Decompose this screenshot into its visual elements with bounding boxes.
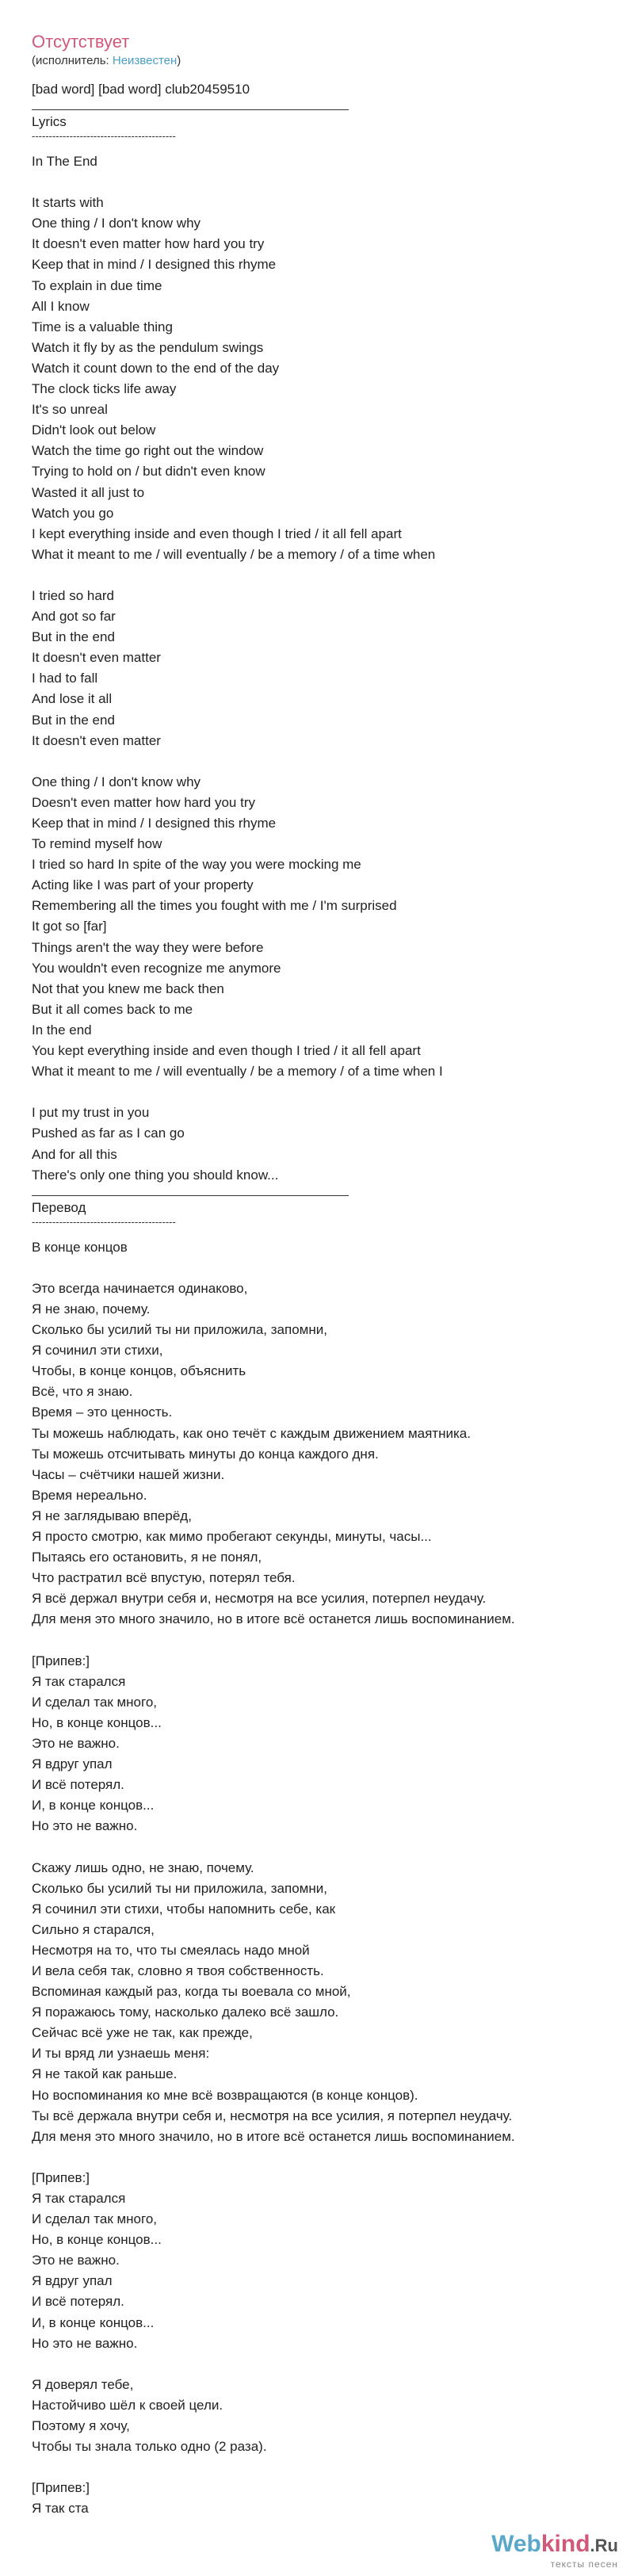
logo-web: Web xyxy=(491,2531,541,2557)
text-line: Ты всё держала внутри себя и, несмотря на все усилия, я потерпел неудачу. xyxy=(32,2108,513,2123)
translation-dashes: ------------------------------------------ xyxy=(32,1217,176,1226)
text-line: Чтобы ты знала только одно (2 раза). xyxy=(32,2439,267,2455)
text-line: I tried so hard In spite of the way you were mocking me xyxy=(32,857,361,873)
text-line xyxy=(32,2147,602,2168)
text-line: Time is a valuable thing xyxy=(32,319,173,334)
text-line: Сильно я старался, xyxy=(32,1921,155,1937)
text-line xyxy=(32,1630,602,1650)
text-line: Время нереально. xyxy=(32,1487,147,1503)
text-line: И сделал так много, xyxy=(32,1694,158,1710)
text-line: И, в конце концов... xyxy=(32,2314,155,2330)
text-line: [Припев:] xyxy=(32,2480,90,2496)
lyrics-text xyxy=(32,151,602,1186)
text-line: You wouldn't even recognize me anymore xyxy=(32,960,281,976)
divider xyxy=(32,1195,349,1196)
artist-suffix: ) xyxy=(177,54,181,67)
translation-text xyxy=(32,1237,602,2520)
text-line: Я просто смотрю, как мимо пробегают секунды, минуты, часы... xyxy=(32,1529,432,1544)
text-line: Поэтому я хочу, xyxy=(32,2418,130,2434)
text-line: Но воспоминания ко мне всё возвращаются (в конце концов). xyxy=(32,2087,418,2103)
text-line: Это не важно. xyxy=(32,2253,120,2268)
text-line xyxy=(32,1082,602,1103)
text-line: To remind myself how xyxy=(32,836,162,852)
text-line: Сколько бы усилий ты ни приложила, запомни, xyxy=(32,1880,327,1896)
text-line: И вела себя так, словно я твоя собственность. xyxy=(32,1963,324,1978)
text-line: What it meant to me / will eventually / be a memory / of a time when xyxy=(32,546,436,562)
text-line: But in the end xyxy=(32,712,115,728)
text-line: I put my trust in you xyxy=(32,1105,150,1121)
text-line: И всё потерял. xyxy=(32,1777,124,1793)
text-line: Acting like I was part of your property xyxy=(32,877,254,893)
text-line: In the end xyxy=(32,1022,92,1038)
text-line: In The End xyxy=(32,154,97,169)
text-line: Watch it fly by as the pendulum swings xyxy=(32,339,264,355)
text-line: And for all this xyxy=(32,1146,117,1162)
text-line xyxy=(32,565,602,586)
text-line: Всё, что я знаю. xyxy=(32,1384,133,1400)
text-line: Скажу лишь одно, не знаю, почему. xyxy=(32,1859,254,1875)
text-line: И, в конце концов... xyxy=(32,1798,155,1814)
text-line: Doesn't even matter how hard you try xyxy=(32,794,255,810)
text-line: Но это не важно. xyxy=(32,2335,138,2351)
logo-ru: .Ru xyxy=(590,2536,618,2555)
text-line xyxy=(32,751,602,772)
text-line: Для меня это много значило, но в итоге всё останется лишь воспоминанием. xyxy=(32,2128,515,2144)
text-line: Pushed as far as I can go xyxy=(32,1126,185,1141)
text-line xyxy=(32,1258,602,1278)
artist-link[interactable]: Неизвестен xyxy=(112,54,178,67)
text-line xyxy=(32,2457,602,2478)
text-line: Keep that in mind / I designed this rhyme xyxy=(32,257,277,273)
text-line xyxy=(32,172,602,193)
logo-tagline: тексты песен xyxy=(550,2559,618,2570)
lyrics-page xyxy=(32,32,602,2520)
text-line: The clock ticks life away xyxy=(32,381,177,397)
text-line: It starts with xyxy=(32,195,104,211)
text-line: Сейчас всё уже не так, как прежде, xyxy=(32,2025,253,2041)
translation-label: Перевод xyxy=(32,1199,86,1215)
text-line: Я сочинил эти стихи, xyxy=(32,1343,163,1359)
logo-kind: kind xyxy=(540,2531,590,2557)
text-line: It doesn't even matter xyxy=(32,732,161,748)
text-line: One thing / I don't know why xyxy=(32,216,201,231)
text-line xyxy=(32,1836,602,1857)
text-line: Вспоминая каждый раз, когда ты воевала со мной, xyxy=(32,1984,351,2000)
text-line: Watch it count down to the end of the day xyxy=(32,360,280,376)
text-line: Несмотря на то, что ты смеялась надо мной xyxy=(32,1942,310,1958)
text-line: To explain in due time xyxy=(32,277,162,293)
lyrics-label: Lyrics xyxy=(32,114,67,129)
text-line: Это всегда начинается одинаково, xyxy=(32,1280,248,1296)
text-line: Things aren't the way they were before xyxy=(32,939,264,955)
text-line: Это не важно. xyxy=(32,1735,120,1751)
text-line: Я вдруг упал xyxy=(32,1756,113,1772)
text-line: И сделал так много, xyxy=(32,2211,158,2227)
text-line: Я вдруг упал xyxy=(32,2273,113,2289)
text-line: [Припев:] xyxy=(32,1653,90,1668)
text-line: Я сочинил эти стихи, чтобы напомнить себе, как xyxy=(32,1901,336,1917)
text-line: И всё потерял. xyxy=(32,2294,124,2310)
text-line: Trying to hold on / but didn't even know xyxy=(32,464,265,480)
text-line xyxy=(32,2354,602,2375)
text-line: All I know xyxy=(32,298,90,314)
text-line: Ты можешь отсчитывать минуты до конца каждого дня. xyxy=(32,1446,379,1462)
text-line: It doesn't even matter xyxy=(32,650,161,666)
text-line: It got so [far] xyxy=(32,919,107,934)
text-line: Я доверял тебе, xyxy=(32,2376,134,2392)
text-line: Чтобы, в конце концов, объяснить xyxy=(32,1363,246,1379)
text-line: В конце концов xyxy=(32,1239,128,1255)
artist-line xyxy=(32,54,602,68)
text-line: Пытаясь его остановить, я не понял, xyxy=(32,1550,262,1565)
text-line: It's so unreal xyxy=(32,402,108,418)
text-line: You kept everything inside and even though I tried / it all fell apart xyxy=(32,1043,421,1059)
text-line: Настойчиво шёл к своей цели. xyxy=(32,2397,223,2413)
text-line: It doesn't even matter how hard you try xyxy=(32,236,265,252)
text-line: Часы – счётчики нашей жизни. xyxy=(32,1466,225,1482)
text-line: Я всё держал внутри себя и, несмотря на все усилия, потерпел неудачу. xyxy=(32,1591,487,1607)
text-line: И ты вряд ли узнаешь меня: xyxy=(32,2046,210,2062)
meta-line: [bad word] [bad word] club20459510 xyxy=(32,82,250,97)
text-line: And got so far xyxy=(32,609,116,625)
divider xyxy=(32,109,349,110)
webkind-logo[interactable] xyxy=(491,2532,618,2570)
text-line: But in the end xyxy=(32,629,115,645)
text-line: Сколько бы усилий ты ни приложила, запомни, xyxy=(32,1322,327,1338)
lyrics-dashes: ------------------------------------------ xyxy=(32,132,176,140)
logo-wordmark xyxy=(491,2532,618,2559)
song-title: Отсутствует xyxy=(32,32,130,52)
text-line: Я поражаюсь тому, насколько далеко всё зашло. xyxy=(32,2005,339,2020)
text-line: Watch the time go right out the window xyxy=(32,443,264,459)
text-line: Not that you knew me back then xyxy=(32,980,224,996)
text-line: Я так старался xyxy=(32,1673,126,1689)
text-line: Что растратил всё впустую, потерял тебя. xyxy=(32,1570,296,1586)
text-line: Remembering all the times you fought with me / I'm surprised xyxy=(32,898,397,914)
text-line: Я не такой как раньше. xyxy=(32,2066,178,2082)
text-line: I kept everything inside and even though I tried / it all fell apart xyxy=(32,526,402,541)
text-line: Я так ста xyxy=(32,2501,89,2517)
text-line: I tried so hard xyxy=(32,587,114,603)
text-line: [Припев:] xyxy=(32,2169,90,2185)
text-line: Я так старался xyxy=(32,2191,126,2206)
text-line: Но, в конце концов... xyxy=(32,1714,162,1730)
artist-prefix: (исполнитель: xyxy=(32,54,113,67)
text-line: Я не знаю, почему. xyxy=(32,1301,151,1317)
text-line: I had to fall xyxy=(32,671,98,686)
text-line: One thing / I don't know why xyxy=(32,774,201,789)
text-line: There's only one thing you should know... xyxy=(32,1167,279,1183)
text-line: Didn't look out below xyxy=(32,422,156,438)
text-line: And lose it all xyxy=(32,691,113,707)
text-line: Keep that in mind / I designed this rhyme xyxy=(32,816,277,831)
text-line: Но, в конце концов... xyxy=(32,2232,162,2248)
text-line: Я не заглядываю вперёд, xyxy=(32,1508,192,1523)
text-line: Время – это ценность. xyxy=(32,1405,173,1420)
text-line: What it meant to me / will eventually / be a memory / of a time when I xyxy=(32,1064,443,1080)
text-line: Но это не важно. xyxy=(32,1818,138,1834)
text-line: But it all comes back to me xyxy=(32,1001,193,1017)
text-line: Для меня это много значило, но в итоге всё останется лишь воспоминанием. xyxy=(32,1611,515,1627)
text-line: Wasted it all just to xyxy=(32,484,145,500)
text-line: Watch you go xyxy=(32,505,114,521)
text-line: Ты можешь наблюдать, как оно течёт с каждым движением маятника. xyxy=(32,1425,471,1441)
